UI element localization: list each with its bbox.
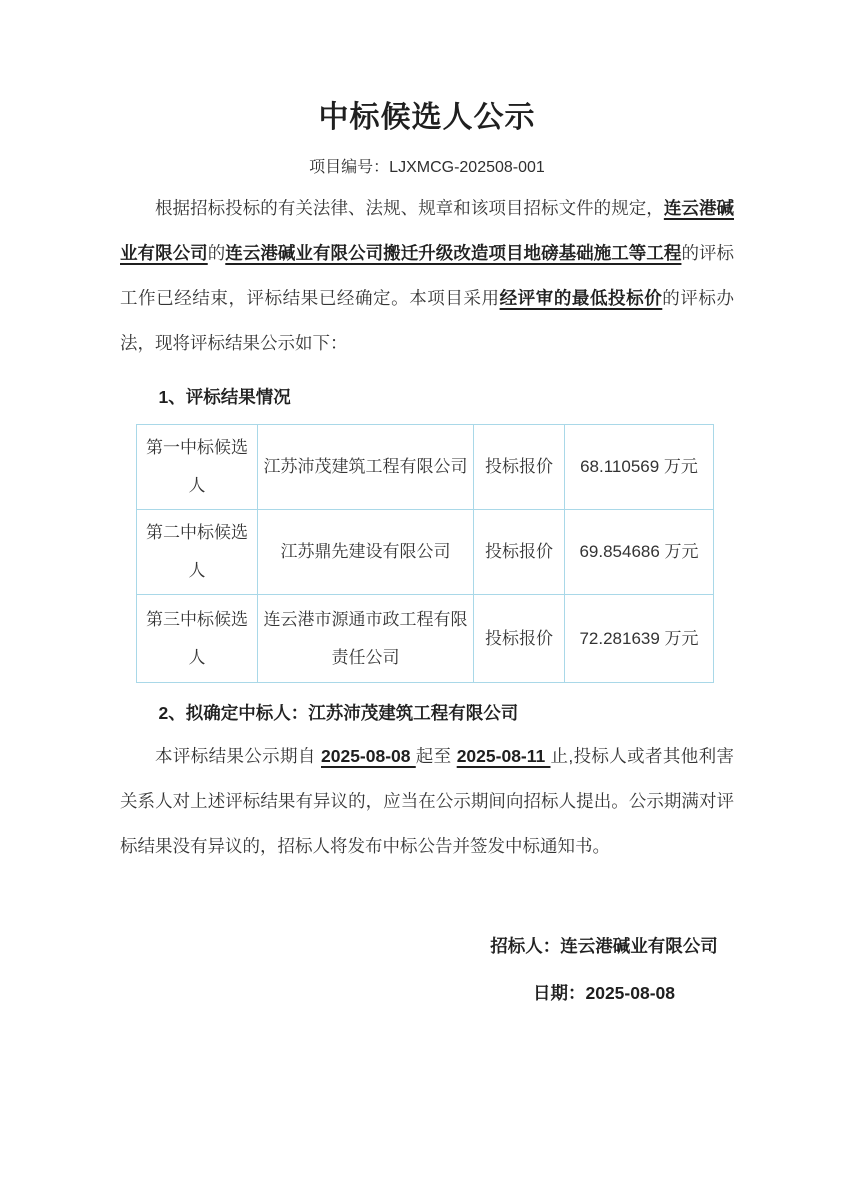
publicity-start-date: 2025-08-08 [321, 746, 416, 766]
price-label-cell: 投标报价 [474, 425, 565, 510]
signature-block [474, 923, 734, 1017]
intro-paragraph [120, 186, 734, 366]
candidate-rank-cell: 第三中标候选人 [137, 595, 258, 683]
section2-heading: 2、拟确定中标人：江苏沛茂建筑工程有限公司 [158, 703, 519, 723]
project-name-emphasis: 连云港碱业有限公司搬迁升级改造项目地磅基础施工等工程 [225, 243, 682, 263]
page-title: 中标候选人公示 [318, 101, 536, 134]
notice-text-2: 起至 [415, 746, 457, 766]
notice-paragraph [120, 734, 734, 869]
price-label-cell: 投标报价 [474, 595, 565, 683]
bidder-name-emphasis: 连云港碱业有限公司 [120, 198, 734, 263]
price-value-cell: 69.854686 万元 [565, 510, 714, 595]
price-label-cell: 投标报价 [474, 510, 565, 595]
publicity-end-date: 2025-08-11 [456, 746, 551, 766]
table-row [137, 595, 714, 683]
table-row [137, 425, 714, 510]
intro-text-1: 根据招标投标的有关法律、法规、规章和该项目招标文件的规定， [155, 198, 664, 218]
results-table [136, 424, 714, 683]
project-number: 项目编号：LJXMCG-202508-001 [309, 159, 545, 176]
company-name-cell: 连云港市源通市政工程有限责任公司 [258, 595, 474, 683]
company-name-cell: 江苏沛茂建筑工程有限公司 [258, 425, 474, 510]
company-name-cell: 江苏鼎先建设有限公司 [258, 510, 474, 595]
signature-date-line: 日期：2025-08-08 [532, 983, 676, 1003]
notice-text-3: 止,投标人或者其他利害关系人对上述评标结果有异议的，应当在公示期间向招标人提出。公示期满对评标结果没有异议的，招标人将发布中标公告并签发中标通知书。 [120, 746, 734, 856]
intro-text-2: 的 [207, 243, 226, 263]
price-value-cell: 72.281639 万元 [565, 595, 714, 683]
tenderer-signature-line: 招标人：连云港碱业有限公司 [490, 936, 718, 956]
intro-text-3: 的评标工作已经结束，评标结果已经确定。本项目采用 [120, 243, 735, 308]
section1-heading: 1、评标结果情况 [158, 387, 291, 407]
candidate-rank-cell: 第二中标候选人 [137, 510, 258, 595]
notice-text-1: 本评标结果公示期自 [155, 746, 321, 766]
price-value-cell: 68.110569 万元 [565, 425, 714, 510]
evaluation-method-emphasis: 经评审的最低投标价 [499, 288, 663, 308]
table-row [137, 510, 714, 595]
intro-text-4: 的评标办法，现将评标结果公示如下： [120, 288, 735, 353]
candidate-rank-cell: 第一中标候选人 [137, 425, 258, 510]
